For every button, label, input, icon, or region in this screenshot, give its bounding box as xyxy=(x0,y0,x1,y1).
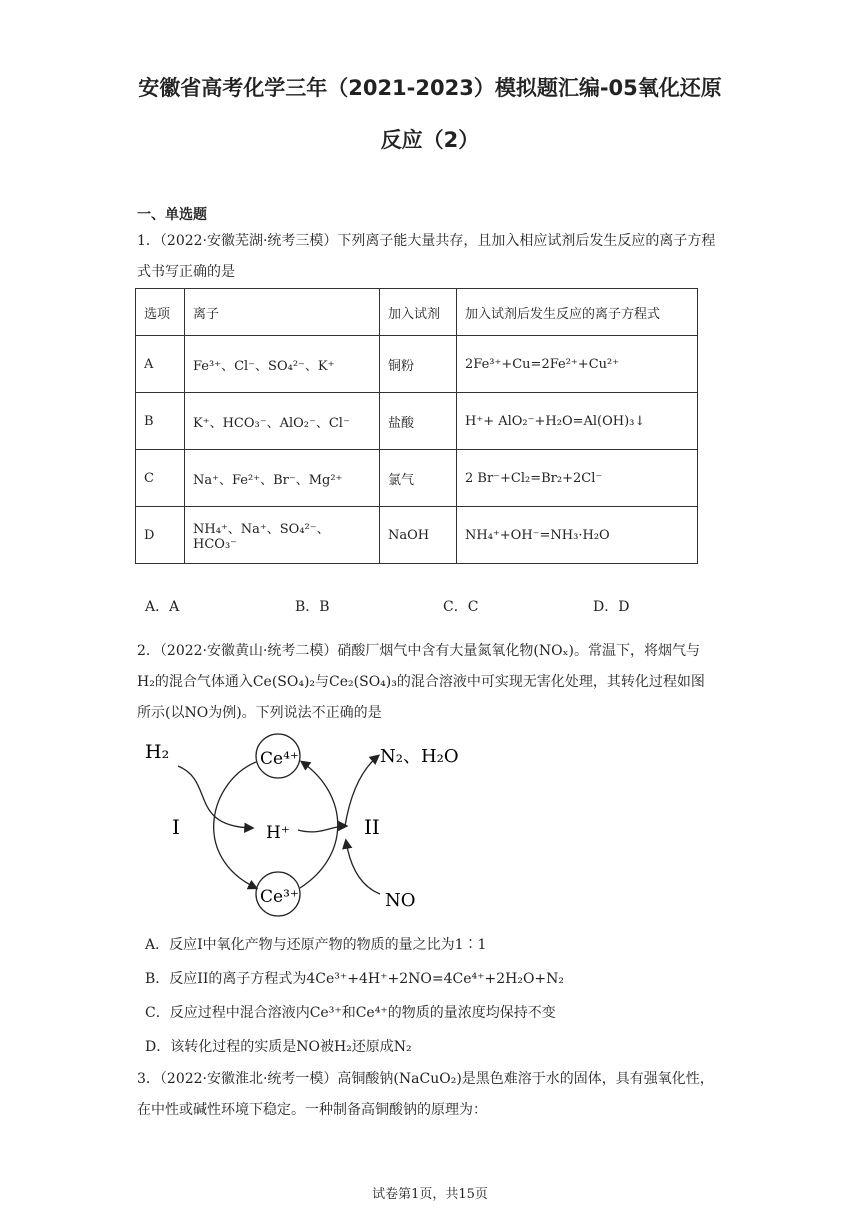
header-ions: 离子 xyxy=(185,289,380,336)
table-row xyxy=(136,393,698,450)
cell-option: B xyxy=(136,393,185,450)
header-equation: 加入试剂后发生反应的离子方程式 xyxy=(457,289,698,336)
table-row xyxy=(136,450,698,507)
page-footer: 试卷第1页，共15页 xyxy=(372,1187,488,1202)
stage-2-label: II xyxy=(364,815,380,839)
table-row xyxy=(136,507,698,564)
stage-1-label: I xyxy=(172,815,180,839)
cell-reagent: 氯气 xyxy=(380,450,457,507)
header-option: 选项 xyxy=(136,289,185,336)
table-row xyxy=(136,336,698,393)
cell-ions: NH₄⁺、Na⁺、SO₄²⁻、HCO₃⁻ xyxy=(185,507,380,564)
cell-ions: Na⁺、Fe²⁺、Br⁻、Mg²⁺ xyxy=(185,450,380,507)
option-b[interactable]: B．B xyxy=(295,599,330,615)
cell-ions: K⁺、HCO₃⁻、AlO₂⁻、Cl⁻ xyxy=(185,393,380,450)
cell-equation: 2Fe³⁺+Cu=2Fe²⁺+Cu²⁺ xyxy=(457,336,698,393)
q2-choice-b[interactable]: B．反应II的离子方程式为4Ce³⁺+4H⁺+2NO=4Ce⁴⁺+2H₂O+N₂ xyxy=(145,971,565,987)
products-label: N₂、H₂O xyxy=(380,746,459,767)
title-line-2: 反应（2） xyxy=(380,128,480,152)
title-line-1: 安徽省高考化学三年（2021-2023）模拟题汇编-05氧化还原 xyxy=(138,76,722,100)
q1-stem: 1．（2022·安徽芜湖·统考三模）下列离子能大量共存，且加入相应试剂后发生反应的离子方程式书写正确的是 xyxy=(137,233,716,280)
cell-equation: NH₄⁺+OH⁻=NH₃·H₂O xyxy=(457,507,698,564)
h2-label: H₂ xyxy=(145,741,170,763)
hplus-label: H⁺ xyxy=(266,823,290,843)
q2-choice-d[interactable]: D．该转化过程的实质是NO被H₂还原成N₂ xyxy=(145,1039,412,1055)
ce3-label: Ce³⁺ xyxy=(260,887,299,907)
cell-reagent: 盐酸 xyxy=(380,393,457,450)
q1-table xyxy=(135,288,698,564)
q2-choice-c[interactable]: C．反应过程中混合溶液内Ce³⁺和Ce⁴⁺的物质的量浓度均保持不变 xyxy=(145,1005,556,1021)
section-heading: 一、单选题 xyxy=(137,207,207,223)
cell-option: C xyxy=(136,450,185,507)
cell-ions: Fe³⁺、Cl⁻、SO₄²⁻、K⁺ xyxy=(185,336,380,393)
arrow-ce3-to-ce4 xyxy=(300,762,338,888)
table-header-row xyxy=(136,289,698,336)
q3-stem: 3．（2022·安徽淮北·统考一模）高铜酸钠(NaCuO₂)是黑色难溶于水的固体，具有强氧化性，在中性或碱性环境下稳定。一种制备高铜酸钠的原理为： xyxy=(137,1071,714,1118)
arrow-h2-to-hplus xyxy=(178,766,252,828)
cell-reagent: 铜粉 xyxy=(380,336,457,393)
arrow-hplus-to-cycle xyxy=(298,826,346,832)
arrow-ce4-to-ce3 xyxy=(214,762,256,888)
cell-option: D xyxy=(136,507,185,564)
arrow-no-in xyxy=(346,841,380,894)
q2-stem: 2．（2022·安徽黄山·统考二模）硝酸厂烟气中含有大量氮氧化物(NOₓ)。常温下，将烟气与H₂的混合气体通入Ce(SO₄)₂与Ce₂(SO₄)₃的混合溶液中可实现无害化处理，其转化过程如图所示(以NO为例)。下列说法不正确的是 xyxy=(137,643,705,721)
option-d[interactable]: D．D xyxy=(593,599,630,615)
cell-option: A xyxy=(136,336,185,393)
header-reagent: 加入试剂 xyxy=(380,289,457,336)
cell-equation: H⁺+ AlO₂⁻+H₂O=Al(OH)₃↓ xyxy=(457,393,698,450)
ce-cycle-diagram xyxy=(140,726,500,922)
no-label: NO xyxy=(385,890,416,911)
ce4-label: Ce⁴⁺ xyxy=(260,749,299,769)
q2-choice-a[interactable]: A．反应I中氧化产物与还原产物的物质的量之比为1∶1 xyxy=(145,937,487,953)
option-c[interactable]: C．C xyxy=(443,599,479,615)
option-a[interactable]: A．A xyxy=(145,599,180,615)
cell-reagent: NaOH xyxy=(380,507,457,564)
cell-equation: 2 Br⁻+Cl₂=Br₂+2Cl⁻ xyxy=(457,450,698,507)
